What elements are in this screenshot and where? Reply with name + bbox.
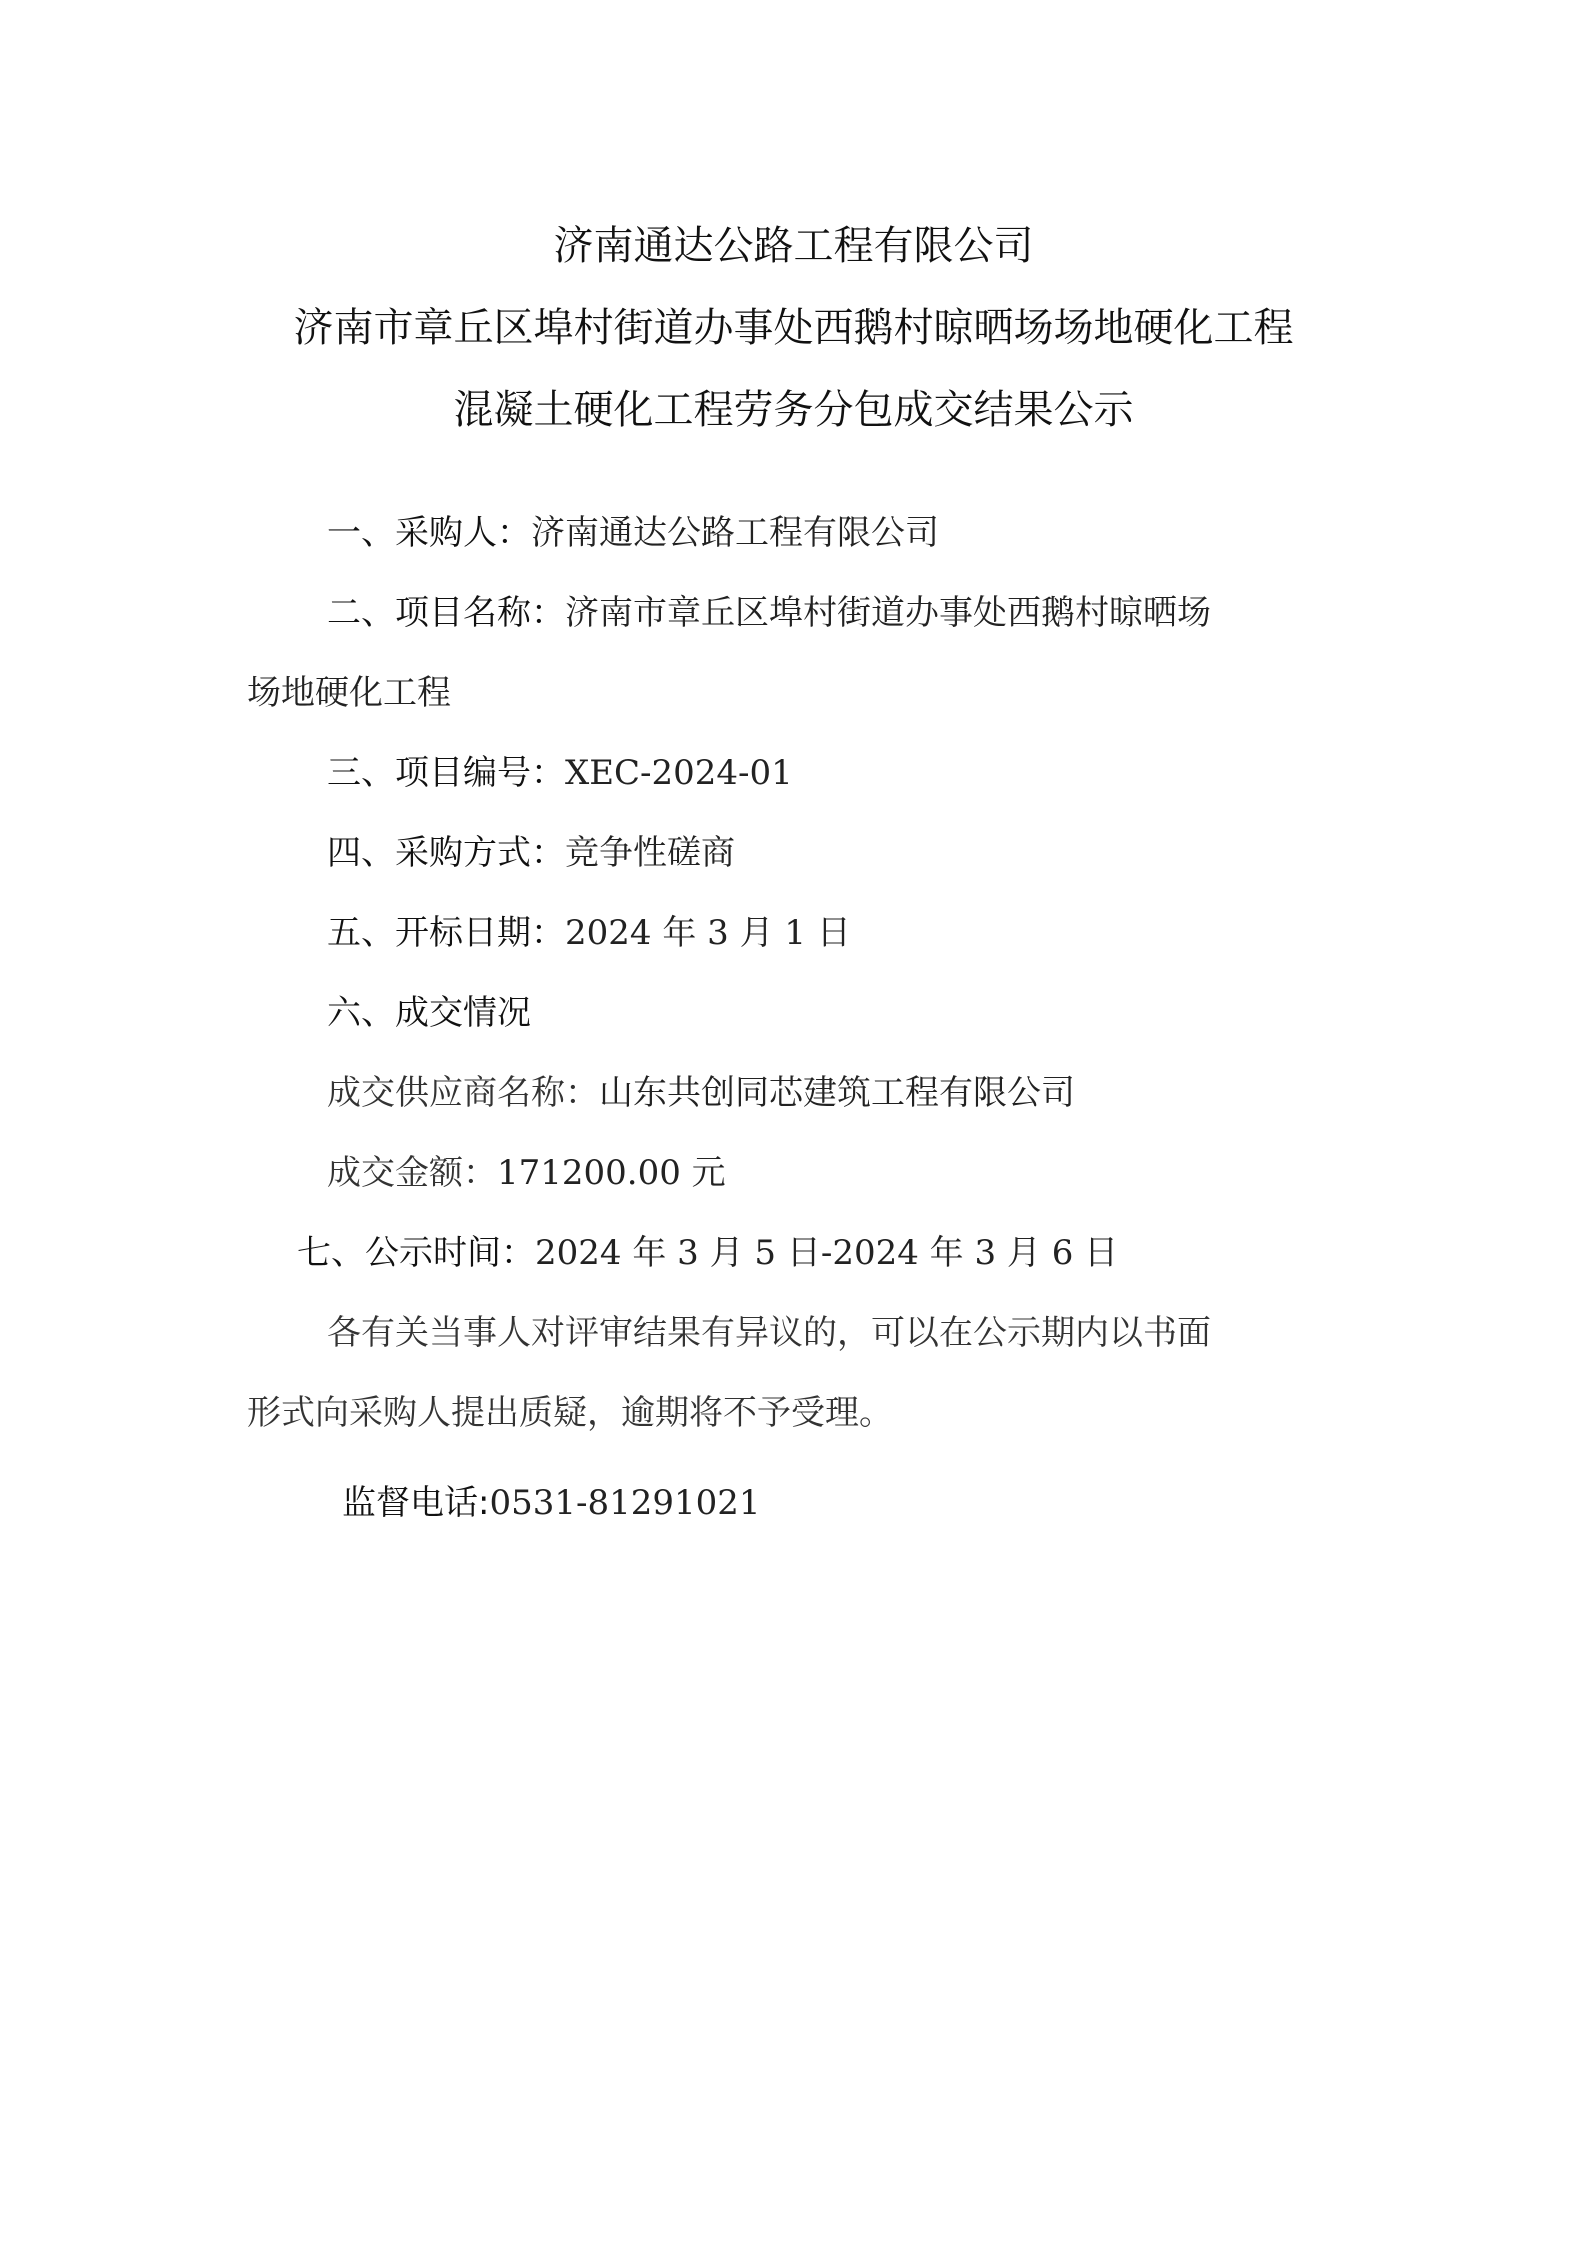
title-line-project: 济南市章丘区埠村街道办事处西鹅村晾晒场场地硬化工程 <box>293 305 1294 351</box>
supervision-phone-row <box>342 1478 761 1528</box>
supervision-phone-label: 监督电话: <box>342 1483 490 1523</box>
procurement-method-value: 竞争性磋商 <box>565 833 735 873</box>
title-line-company: 济南通达公路工程有限公司 <box>553 223 1034 269</box>
objection-note-line2 <box>247 1388 893 1438</box>
publicity-period-label: 七、公示时间： <box>297 1233 535 1273</box>
procurement-method-row <box>327 828 735 878</box>
purchaser-value: 济南通达公路工程有限公司 <box>531 513 939 553</box>
award-status-row <box>327 988 531 1038</box>
title-line-notice: 混凝土硬化工程劳务分包成交结果公示 <box>453 387 1134 433</box>
supplier-label: 成交供应商名称： <box>327 1073 599 1113</box>
amount-label: 成交金额： <box>327 1153 497 1193</box>
project-number-label: 三、项目编号： <box>327 753 565 793</box>
bid-opening-date-label: 五、开标日期： <box>327 913 565 953</box>
project-name-label: 二、项目名称： <box>327 593 565 633</box>
procurement-method-label: 四、采购方式： <box>327 833 565 873</box>
project-name-row <box>327 588 1211 638</box>
objection-note-text-continued: 形式向采购人提出质疑，逾期将不予受理。 <box>247 1393 893 1433</box>
supplier-value: 山东共创同芯建筑工程有限公司 <box>599 1073 1075 1113</box>
bid-opening-date-value: 2024 年 3 月 1 日 <box>565 913 851 953</box>
publicity-period-row <box>297 1228 1118 1278</box>
award-status-heading: 六、成交情况 <box>327 993 531 1033</box>
purchaser-label: 一、采购人： <box>327 513 531 553</box>
supervision-phone-value: 0531-81291021 <box>489 1483 761 1523</box>
amount-row <box>327 1148 726 1198</box>
document-title <box>0 205 1587 451</box>
project-name-continuation <box>247 668 451 718</box>
purchaser-row <box>327 508 939 558</box>
project-number-value: XEC-2024-01 <box>565 753 793 793</box>
objection-note-line1 <box>327 1308 1211 1358</box>
objection-note-text: 各有关当事人对评审结果有异议的，可以在公示期内以书面 <box>327 1313 1211 1353</box>
supplier-row <box>327 1068 1075 1118</box>
project-name-value: 济南市章丘区埠村街道办事处西鹅村晾晒场 <box>565 593 1211 633</box>
bid-opening-date-row <box>327 908 851 958</box>
project-number-row <box>327 748 793 798</box>
publicity-period-value: 2024 年 3 月 5 日-2024 年 3 月 6 日 <box>535 1233 1119 1273</box>
project-name-value-continued: 场地硬化工程 <box>247 673 451 713</box>
amount-value: 171200.00 元 <box>497 1153 726 1193</box>
